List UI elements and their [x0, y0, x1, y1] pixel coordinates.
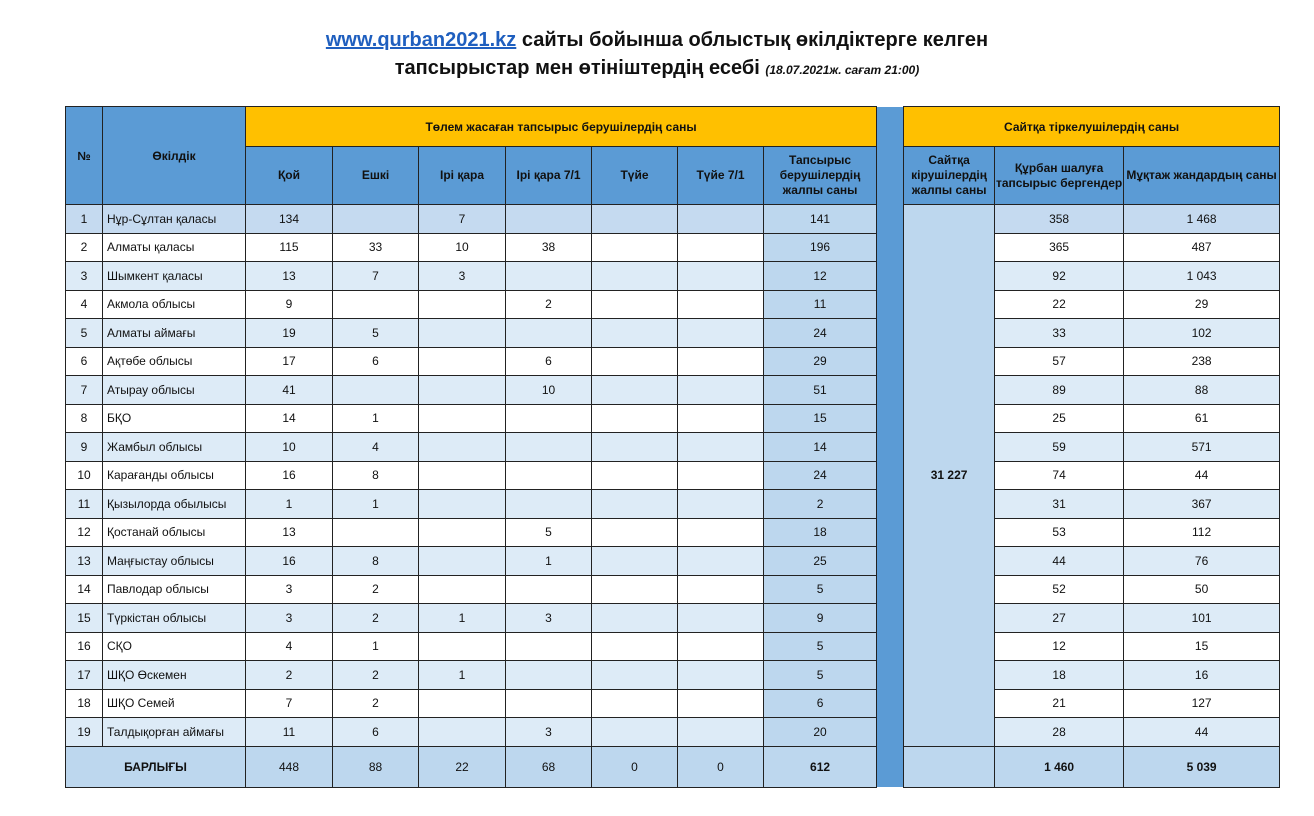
cell-value: 3 — [419, 262, 506, 291]
cell-value: 51 — [764, 376, 877, 405]
cell-value — [678, 461, 764, 490]
cell-value: 102 — [1124, 319, 1280, 348]
row-number: 8 — [66, 404, 103, 433]
cell-value: 44 — [995, 547, 1124, 576]
cell-value — [592, 461, 678, 490]
cell-value — [592, 575, 678, 604]
cell-value — [419, 518, 506, 547]
cell-value: 18 — [995, 661, 1124, 690]
cell-value: 11 — [246, 718, 333, 747]
report-table — [65, 106, 1280, 788]
cell-value: 44 — [1124, 461, 1280, 490]
cell-value: 2 — [506, 290, 592, 319]
cell-value: 365 — [995, 233, 1124, 262]
column-separator — [877, 107, 904, 205]
header-group-paid: Төлем жасаған тапсырыс берушілердің саны — [246, 107, 877, 147]
cell-value — [419, 689, 506, 718]
cell-value: 2 — [333, 604, 419, 633]
total-value: 5 039 — [1124, 746, 1280, 787]
office-name: Шымкент қаласы — [103, 262, 246, 291]
cell-value: 9 — [764, 604, 877, 633]
cell-value — [678, 433, 764, 462]
cell-value: 24 — [764, 461, 877, 490]
cell-value — [678, 547, 764, 576]
cell-value: 92 — [995, 262, 1124, 291]
cell-value: 16 — [1124, 661, 1280, 690]
cell-value — [592, 347, 678, 376]
table-row — [66, 319, 1280, 348]
cell-value: 3 — [246, 575, 333, 604]
office-name: Карағанды облысы — [103, 461, 246, 490]
table-row — [66, 205, 1280, 234]
total-value: 68 — [506, 746, 592, 787]
office-name: Атырау облысы — [103, 376, 246, 405]
row-number: 18 — [66, 689, 103, 718]
office-name: Акмола облысы — [103, 290, 246, 319]
cell-value — [592, 661, 678, 690]
cell-value: 196 — [764, 233, 877, 262]
cell-value — [678, 604, 764, 633]
cell-value — [678, 290, 764, 319]
cell-value: 6 — [333, 718, 419, 747]
cell-value: 358 — [995, 205, 1124, 234]
cell-value: 11 — [764, 290, 877, 319]
cell-value: 5 — [764, 575, 877, 604]
cell-value: 3 — [506, 718, 592, 747]
column-header: Түйе 7/1 — [678, 147, 764, 205]
row-number: 19 — [66, 718, 103, 747]
cell-value: 31 — [995, 490, 1124, 519]
cell-value: 21 — [995, 689, 1124, 718]
cell-value: 7 — [333, 262, 419, 291]
row-number: 10 — [66, 461, 103, 490]
cell-value — [678, 233, 764, 262]
cell-value — [592, 632, 678, 661]
office-name: Алматы қаласы — [103, 233, 246, 262]
row-number: 17 — [66, 661, 103, 690]
column-header: Ірі қара — [419, 147, 506, 205]
totals-label: БАРЛЫҒЫ — [66, 746, 246, 787]
office-name: Талдықорған аймағы — [103, 718, 246, 747]
table-row — [66, 404, 1280, 433]
totals-row — [66, 746, 1280, 787]
cell-value: 89 — [995, 376, 1124, 405]
office-name: Алматы аймағы — [103, 319, 246, 348]
cell-value: 1 468 — [1124, 205, 1280, 234]
cell-value — [678, 575, 764, 604]
cell-value: 27 — [995, 604, 1124, 633]
cell-value: 1 — [506, 547, 592, 576]
cell-value — [592, 604, 678, 633]
cell-value: 1 — [333, 632, 419, 661]
cell-value: 2 — [333, 575, 419, 604]
cell-value — [506, 490, 592, 519]
cell-value: 10 — [246, 433, 333, 462]
cell-value: 141 — [764, 205, 877, 234]
cell-value: 2 — [333, 689, 419, 718]
cell-value: 8 — [333, 461, 419, 490]
table-row — [66, 718, 1280, 747]
cell-value: 15 — [764, 404, 877, 433]
column-header: Құрбан шалуға тапсырыс бергендер — [995, 147, 1124, 205]
cell-value: 25 — [995, 404, 1124, 433]
table-row — [66, 518, 1280, 547]
site-link[interactable]: www.qurban2021.kz — [325, 29, 517, 51]
column-header: Қой — [246, 147, 333, 205]
cell-value — [678, 490, 764, 519]
cell-value: 20 — [764, 718, 877, 747]
cell-value: 16 — [246, 547, 333, 576]
cell-value — [592, 490, 678, 519]
cell-value: 571 — [1124, 433, 1280, 462]
cell-value: 17 — [246, 347, 333, 376]
cell-value: 28 — [995, 718, 1124, 747]
table-row — [66, 490, 1280, 519]
cell-value — [678, 404, 764, 433]
cell-value: 18 — [764, 518, 877, 547]
cell-value — [592, 290, 678, 319]
cell-value: 2 — [246, 661, 333, 690]
cell-value: 6 — [764, 689, 877, 718]
cell-value — [678, 518, 764, 547]
cell-value: 10 — [506, 376, 592, 405]
title-line2: тапсырыстар мен өтініштердің есебі — [394, 57, 766, 79]
cell-value: 61 — [1124, 404, 1280, 433]
cell-value: 52 — [995, 575, 1124, 604]
column-header: Тапсырыс берушілердің жалпы саны — [764, 147, 877, 205]
column-header: Ірі қара 7/1 — [506, 147, 592, 205]
title-line1: сайты бойынша облыстық өкілдіктерге келген — [516, 29, 989, 51]
cell-value: 33 — [333, 233, 419, 262]
header-office: Өкілдік — [103, 107, 246, 205]
cell-value: 53 — [995, 518, 1124, 547]
cell-value: 4 — [246, 632, 333, 661]
cell-value — [678, 319, 764, 348]
column-header: Түйе — [592, 147, 678, 205]
cell-value — [506, 632, 592, 661]
total-value: 22 — [419, 746, 506, 787]
cell-value: 29 — [1124, 290, 1280, 319]
cell-value: 1 043 — [1124, 262, 1280, 291]
row-number: 2 — [66, 233, 103, 262]
office-name: Маңғыстау облысы — [103, 547, 246, 576]
cell-value — [592, 547, 678, 576]
cell-value — [506, 319, 592, 348]
table-row — [66, 461, 1280, 490]
cell-value — [592, 319, 678, 348]
cell-value — [678, 718, 764, 747]
total-value: 88 — [333, 746, 419, 787]
cell-value — [506, 689, 592, 718]
column-header: Ешкі — [333, 147, 419, 205]
cell-value — [419, 404, 506, 433]
row-number: 1 — [66, 205, 103, 234]
total-value: 612 — [764, 746, 877, 787]
cell-value — [419, 490, 506, 519]
cell-value — [419, 376, 506, 405]
office-name: Ақтөбе облысы — [103, 347, 246, 376]
cell-value: 5 — [764, 661, 877, 690]
total-visitors-empty — [904, 746, 995, 787]
cell-value — [678, 205, 764, 234]
cell-value: 22 — [995, 290, 1124, 319]
cell-value: 238 — [1124, 347, 1280, 376]
row-number: 12 — [66, 518, 103, 547]
report-title — [0, 26, 1314, 84]
cell-value — [419, 461, 506, 490]
office-name: Павлодар облысы — [103, 575, 246, 604]
cell-value: 112 — [1124, 518, 1280, 547]
cell-value: 127 — [1124, 689, 1280, 718]
table-row — [66, 575, 1280, 604]
office-name: Қостанай облысы — [103, 518, 246, 547]
column-separator — [877, 205, 904, 788]
office-name: Түркістан облысы — [103, 604, 246, 633]
cell-value — [419, 718, 506, 747]
cell-value — [592, 233, 678, 262]
column-header: Мұқтаж жандардың саны — [1124, 147, 1280, 205]
cell-value: 1 — [333, 404, 419, 433]
cell-value: 101 — [1124, 604, 1280, 633]
row-number: 16 — [66, 632, 103, 661]
cell-value: 1 — [419, 604, 506, 633]
cell-value: 38 — [506, 233, 592, 262]
cell-value: 88 — [1124, 376, 1280, 405]
row-number: 7 — [66, 376, 103, 405]
office-name: Қызылорда обылысы — [103, 490, 246, 519]
cell-value — [419, 547, 506, 576]
cell-value: 13 — [246, 262, 333, 291]
cell-value: 12 — [764, 262, 877, 291]
cell-value: 74 — [995, 461, 1124, 490]
cell-value — [506, 205, 592, 234]
total-value: 1 460 — [995, 746, 1124, 787]
office-name: ШҚО Өскемен — [103, 661, 246, 690]
cell-value: 16 — [246, 461, 333, 490]
cell-value: 14 — [246, 404, 333, 433]
total-value: 448 — [246, 746, 333, 787]
cell-value — [678, 661, 764, 690]
row-number: 3 — [66, 262, 103, 291]
cell-value — [592, 718, 678, 747]
cell-value: 24 — [764, 319, 877, 348]
row-number: 5 — [66, 319, 103, 348]
row-number: 11 — [66, 490, 103, 519]
cell-value — [592, 404, 678, 433]
cell-value — [419, 575, 506, 604]
cell-value — [592, 205, 678, 234]
table-row — [66, 547, 1280, 576]
cell-value: 6 — [333, 347, 419, 376]
cell-value: 5 — [333, 319, 419, 348]
cell-value: 19 — [246, 319, 333, 348]
cell-value: 487 — [1124, 233, 1280, 262]
cell-value — [419, 319, 506, 348]
cell-value — [333, 205, 419, 234]
table-row — [66, 689, 1280, 718]
cell-value — [592, 376, 678, 405]
cell-value: 25 — [764, 547, 877, 576]
cell-value: 1 — [419, 661, 506, 690]
cell-value: 57 — [995, 347, 1124, 376]
cell-value — [333, 290, 419, 319]
cell-value — [678, 262, 764, 291]
cell-value: 2 — [333, 661, 419, 690]
cell-value: 8 — [333, 547, 419, 576]
cell-value — [592, 689, 678, 718]
cell-value — [506, 433, 592, 462]
table-row — [66, 433, 1280, 462]
table-row — [66, 661, 1280, 690]
cell-value — [333, 376, 419, 405]
cell-value: 1 — [333, 490, 419, 519]
cell-value — [419, 290, 506, 319]
table-row — [66, 347, 1280, 376]
table-row — [66, 262, 1280, 291]
row-number: 15 — [66, 604, 103, 633]
column-header: Сайтқа кірушілердің жалпы саны — [904, 147, 995, 205]
table-row — [66, 233, 1280, 262]
cell-value — [419, 632, 506, 661]
cell-value — [419, 347, 506, 376]
cell-value — [333, 518, 419, 547]
row-number: 14 — [66, 575, 103, 604]
cell-value: 134 — [246, 205, 333, 234]
cell-value: 4 — [333, 433, 419, 462]
cell-value — [419, 433, 506, 462]
cell-value: 3 — [506, 604, 592, 633]
row-number: 6 — [66, 347, 103, 376]
table-row — [66, 376, 1280, 405]
header-no: № — [66, 107, 103, 205]
cell-value — [506, 404, 592, 433]
cell-value: 50 — [1124, 575, 1280, 604]
cell-value: 367 — [1124, 490, 1280, 519]
cell-value: 41 — [246, 376, 333, 405]
row-number: 9 — [66, 433, 103, 462]
cell-value: 10 — [419, 233, 506, 262]
cell-value — [506, 461, 592, 490]
cell-value: 7 — [419, 205, 506, 234]
cell-value — [678, 632, 764, 661]
office-name: ШҚО Семей — [103, 689, 246, 718]
cell-value: 29 — [764, 347, 877, 376]
office-name: Нұр-Сұлтан қаласы — [103, 205, 246, 234]
cell-value — [506, 262, 592, 291]
cell-value: 1 — [246, 490, 333, 519]
cell-value: 6 — [506, 347, 592, 376]
cell-value — [592, 518, 678, 547]
cell-value — [678, 376, 764, 405]
cell-value: 44 — [1124, 718, 1280, 747]
cell-value — [592, 262, 678, 291]
total-value: 0 — [592, 746, 678, 787]
cell-value: 76 — [1124, 547, 1280, 576]
cell-value — [592, 433, 678, 462]
row-number: 13 — [66, 547, 103, 576]
cell-value — [678, 689, 764, 718]
office-name: Жамбыл облысы — [103, 433, 246, 462]
table-row — [66, 632, 1280, 661]
table-row — [66, 604, 1280, 633]
cell-value: 9 — [246, 290, 333, 319]
report-date: (18.07.2021ж. сағат 21:00) — [765, 63, 920, 77]
cell-value: 59 — [995, 433, 1124, 462]
cell-value: 7 — [246, 689, 333, 718]
row-number: 4 — [66, 290, 103, 319]
cell-value — [506, 661, 592, 690]
cell-value: 15 — [1124, 632, 1280, 661]
site-visitors-total: 31 227 — [904, 205, 995, 747]
cell-value: 12 — [995, 632, 1124, 661]
office-name: СҚО — [103, 632, 246, 661]
office-name: БҚО — [103, 404, 246, 433]
table-row — [66, 290, 1280, 319]
cell-value: 115 — [246, 233, 333, 262]
cell-value — [506, 575, 592, 604]
cell-value: 5 — [506, 518, 592, 547]
cell-value: 33 — [995, 319, 1124, 348]
cell-value: 2 — [764, 490, 877, 519]
header-group-registered: Сайтқа тіркелушілердің саны — [904, 107, 1280, 147]
cell-value: 14 — [764, 433, 877, 462]
cell-value: 13 — [246, 518, 333, 547]
cell-value: 5 — [764, 632, 877, 661]
total-value: 0 — [678, 746, 764, 787]
cell-value — [678, 347, 764, 376]
cell-value: 3 — [246, 604, 333, 633]
